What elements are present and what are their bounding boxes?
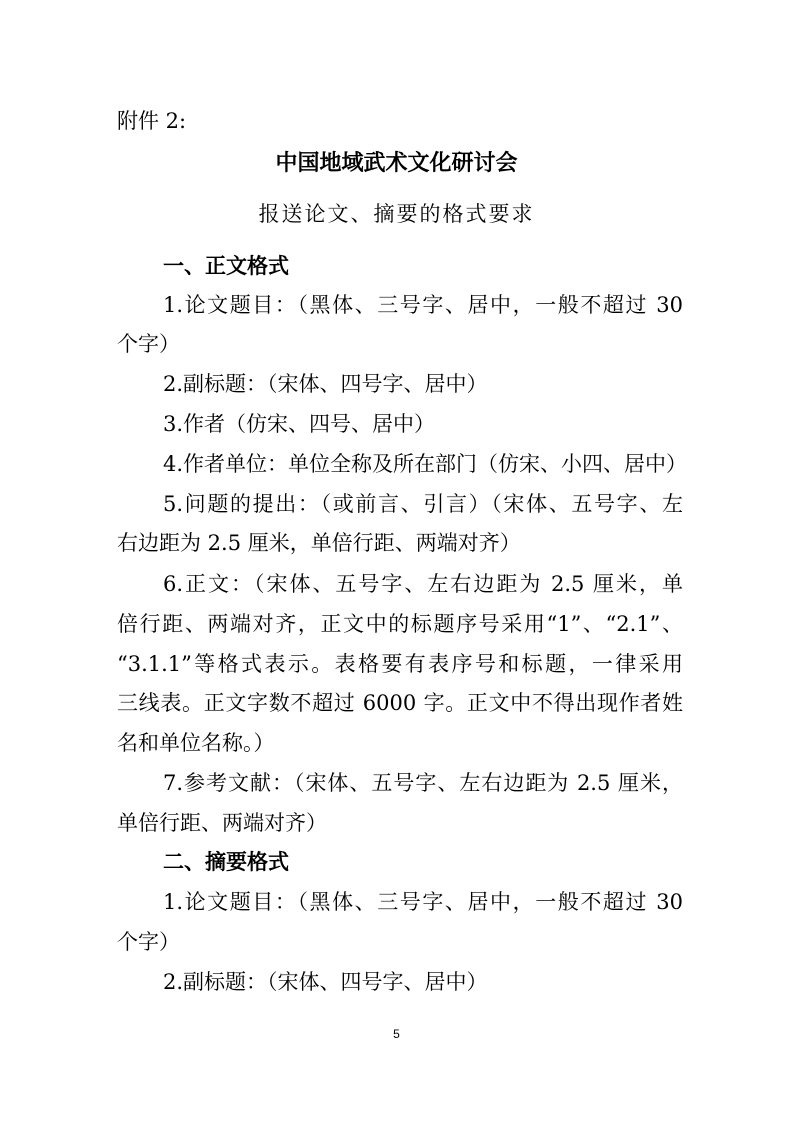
- section-heading-body-format: 一、正文格式: [163, 254, 289, 278]
- body-format-line: 个字）: [117, 332, 180, 356]
- body-format-line: 右边距为 2.5 厘米，单倍行距、两端对齐）: [117, 531, 521, 555]
- body-format-line: 2.副标题：（宋体、四号字、居中）: [163, 372, 488, 396]
- body-format-line: 3.作者（仿宋、四号、居中）: [163, 412, 436, 436]
- abstract-format-line: 个字）: [117, 930, 180, 954]
- document-title: 中国地域武术文化研讨会: [275, 151, 518, 176]
- body-format-line: 4.作者单位：单位全称及所在部门（仿宋、小四、居中）: [163, 452, 688, 476]
- body-format-line: “3.1.1”等格式表示。表格要有表序号和标题，一律采用: [117, 652, 683, 676]
- attachment-label: 附件 2:: [117, 109, 187, 133]
- body-format-line: 7.参考文献：（宋体、五号字、左右边距为 2.5 厘米，: [163, 771, 683, 795]
- section-heading-abstract-format: 二、摘要格式: [163, 850, 289, 874]
- body-format-line: 5.问题的提出：（或前言、引言）（宋体、五号字、左: [163, 492, 683, 516]
- body-format-line: 三线表。正文字数不超过 6000 字。正文中不得出现作者姓: [117, 691, 683, 715]
- abstract-format-line: 1.论文题目：（黑体、三号字、居中，一般不超过 30: [163, 890, 683, 914]
- page-number: 5: [393, 1027, 400, 1041]
- abstract-format-line: 2.副标题：（宋体、四号字、居中）: [163, 970, 488, 994]
- body-format-line: 倍行距、两端对齐，正文中的标题序号采用“1”、“2.1”、: [117, 612, 683, 636]
- body-format-line: 名和单位名称。）: [117, 731, 275, 755]
- body-format-line: 1.论文题目：（黑体、三号字、居中，一般不超过 30: [163, 293, 683, 317]
- body-format-line: 单倍行距、两端对齐）: [117, 811, 327, 835]
- body-format-line: 6.正文：（宋体、五号字、左右边距为 2.5 厘米，单: [163, 572, 683, 596]
- document-subtitle: 报送论文、摘要的格式要求: [258, 202, 535, 226]
